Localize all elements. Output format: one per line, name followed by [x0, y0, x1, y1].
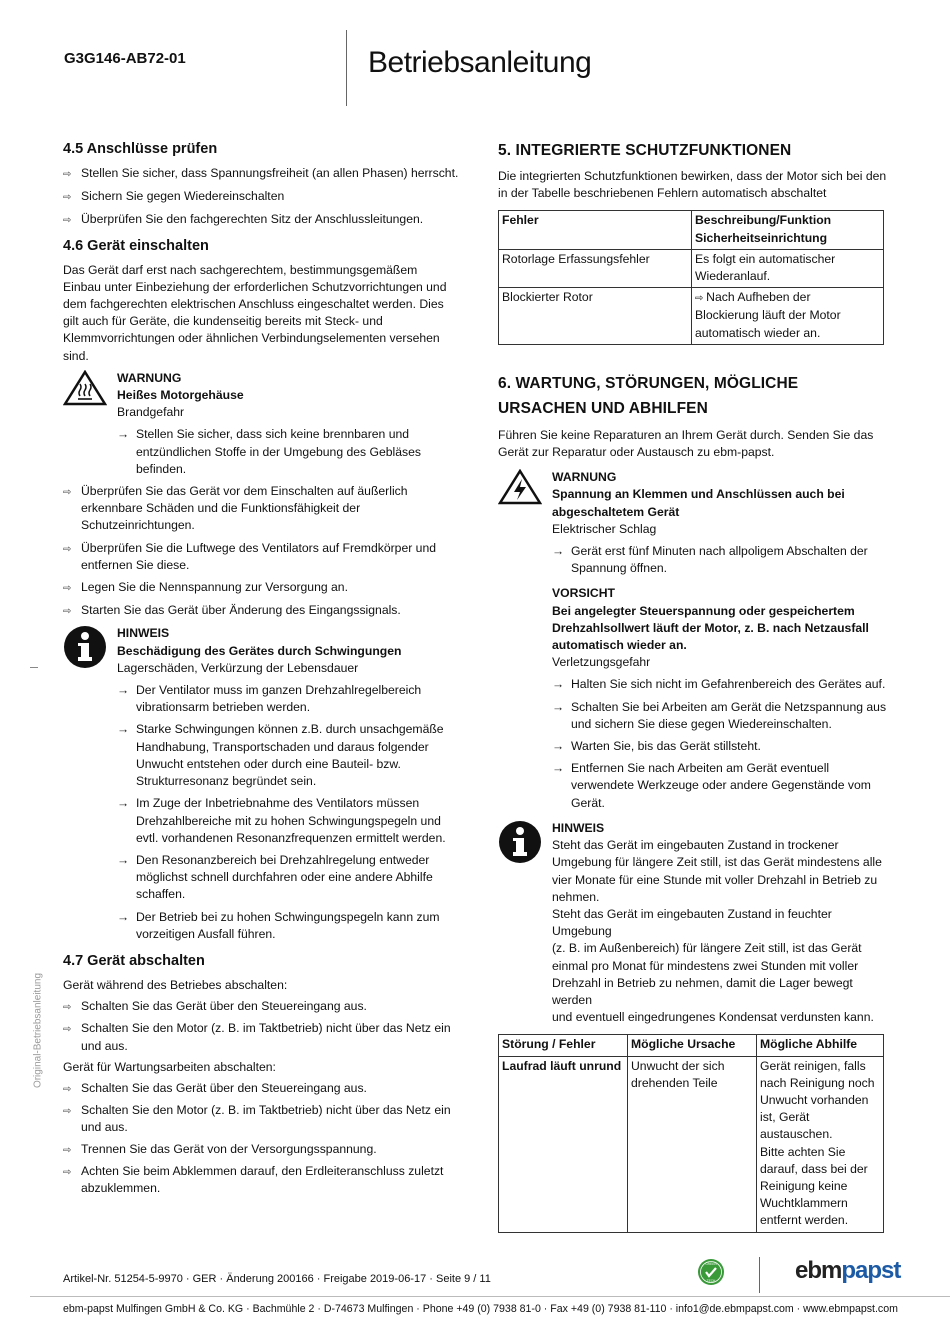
table-cell: Es folgt ein automatischer Wiederanlauf.	[692, 249, 884, 287]
list-item: ⇨ Stellen Sie sicher, dass Spannungsfreiheit (an allen Phasen) herrscht.	[63, 165, 468, 183]
warning-subtitle: Elektrischer Schlag	[552, 521, 657, 536]
hot-surface-warning-icon	[63, 370, 117, 478]
table-row	[499, 1035, 884, 1056]
list-item: ⇨ Achten Sie beim Abklemmen darauf, den Erdleiteranschluss zuletzt abzuklemmen.	[63, 1163, 468, 1197]
page-title: Betriebsanleitung	[368, 46, 592, 79]
info-icon	[498, 820, 552, 1026]
table-cell: ⇨ Nach Aufheben der Blockierung läuft der Motor automatisch wieder an.	[692, 288, 884, 345]
arrow-right-icon: →	[552, 699, 565, 714]
table-header-cell: Mögliche Abhilfe	[757, 1035, 884, 1056]
right-column	[498, 142, 888, 1233]
table-row	[499, 1056, 884, 1232]
table-header-cell: Beschreibung/Funktion Sicherheitseinrichtung	[692, 211, 884, 249]
caution-step: → Warten Sie, bis das Gerät stillsteht.	[552, 738, 888, 755]
arrow-bullet-icon: ⇨	[63, 215, 72, 227]
article-info: Artikel-Nr. 51254-5-9970 · GER · Änderung 200166 · Freigabe 2019-06-17 · Seite 9 / 11	[63, 1273, 491, 1285]
left-column	[63, 141, 468, 1197]
list-item: ⇨ Sichern Sie gegen Wiedereinschalten	[63, 188, 468, 206]
section-4-6-heading: 4.6 Gerät einschalten	[63, 237, 209, 254]
arrow-right-icon: →	[117, 909, 130, 924]
electric-shock-warning-icon	[498, 469, 552, 812]
arrow-bullet-icon: ⇨	[63, 1106, 72, 1118]
caution-step: → Schalten Sie bei Arbeiten am Gerät die Netzspannung aus und sichern Sie diese gegen Wiedereinschalten.	[552, 699, 888, 733]
table-row	[499, 249, 884, 287]
company-info: ebm-papst Mulfingen GmbH & Co. KG · Bachmühle 2 · D-74673 Mulfingen · Phone +49 (0) 7938 81-0 · Fax +49 (0) 7938 81-110 · info1@de.ebmpapst.com · www.ebmpapst.com	[63, 1303, 898, 1315]
info-icon	[63, 625, 117, 942]
notice-title: Beschädigung des Gerätes durch Schwingungen	[117, 643, 402, 658]
table-cell: Rotorlage Erfassungsfehler	[499, 249, 692, 287]
arrow-right-icon: →	[117, 722, 130, 737]
arrow-bullet-icon: ⇨	[63, 1083, 72, 1095]
notice-step: → Den Resonanzbereich bei Drehzahlregelung entweder möglichst schnell durchfahren oder eine andere Abhilfe schaffen.	[117, 852, 468, 904]
arrow-right-icon: →	[117, 683, 130, 698]
arrow-bullet-icon: ⇨	[63, 1002, 72, 1014]
section-6-paragraph: Führen Sie keine Reparaturen an Ihrem Gerät durch. Senden Sie das Gerät zur Reparatur oder Austausch zu ebm-papst.	[498, 427, 874, 460]
section-5-paragraph: Die integrierten Schutzfunktionen bewirken, dass der Motor sich bei den in der Tabelle beschriebenen Fehlern automatisch abschaltet	[498, 169, 887, 201]
notice-label: HINWEIS	[117, 626, 170, 641]
list-item: ⇨ Schalten Sie den Motor (z. B. im Taktbetrieb) nicht über das Netz ein und aus.	[63, 1102, 468, 1136]
arrow-right-icon: →	[117, 852, 130, 867]
arrow-right-icon: →	[552, 544, 565, 559]
warning-hot-surface	[63, 370, 468, 478]
arrow-right-icon: →	[117, 427, 130, 442]
notice-step: → Starke Schwingungen können z.B. durch unsachgemäße Handhabung, Transportschaden und daraus folgender Unwucht entstehen oder durch eine Bauteil- bzw. Strukturresonanz begründet sein.	[117, 721, 468, 790]
arrow-bullet-icon: ⇨	[63, 487, 72, 499]
troubleshooting-table	[498, 1034, 884, 1232]
arrow-bullet-icon: ⇨	[63, 1166, 72, 1178]
list-item: ⇨ Überprüfen Sie das Gerät vor dem Einschalten auf äußerlich erkennbare Schäden und die Funktionsfähigkeit der Schutzeinrichtungen.	[63, 483, 468, 535]
arrow-bullet-icon: ⇨	[695, 293, 707, 305]
table-cell: Laufrad läuft unrund	[499, 1056, 628, 1232]
arrow-bullet-icon: ⇨	[63, 1144, 72, 1156]
caution-step: → Entfernen Sie nach Arbeiten am Gerät eventuell verwendete Werkzeuge oder andere Gegenstände vom Gerät.	[552, 760, 888, 812]
section-4-5-heading: 4.5 Anschlüsse prüfen	[63, 141, 218, 157]
warning-step: → Gerät erst fünf Minuten nach allpoligem Abschalten der Spannung öffnen.	[552, 543, 888, 577]
table-header-cell: Fehler	[499, 211, 692, 249]
section-4-6-paragraph: Das Gerät darf erst nach sachgerechtem, bestimmungsgemäßem Einbau unter Einbeziehung der erforderlichen Schutzvorrichtungen und dem fachgerechten elektrischen Anschluss eingeschaltet werden. Dies gilt auch für Geräte, die kundenseitig bereits mit Steck- und Klemmvorrichtungen oder ähnlichen Verbindungselementen versehen sind.	[63, 262, 447, 363]
arrow-bullet-icon: ⇨	[63, 583, 72, 595]
notice-storage	[498, 820, 888, 1026]
caution-title: Bei angelegter Steuerspannung oder gespeichertem Drehzahlsollwert läuft der Motor, z. B. nach Netzausfall automatisch wieder an.	[552, 603, 869, 653]
list-item: ⇨ Starten Sie das Gerät über Änderung des Eingangssignals.	[63, 602, 468, 620]
svg-text:GREEN: GREEN	[705, 1262, 717, 1267]
arrow-bullet-icon: ⇨	[63, 1024, 72, 1036]
section-4-7-intro-1: Gerät während des Betriebes abschalten:	[63, 977, 288, 992]
footer-rule	[30, 1296, 950, 1297]
warning-subtitle: Brandgefahr	[117, 405, 185, 420]
caution-step: → Halten Sie sich nicht im Gefahrenbereich des Gerätes auf.	[552, 676, 888, 693]
warning-title: Spannung an Klemmen und Anschlüssen auch bei abgeschaltetem Gerät	[552, 487, 845, 519]
section-4-7-intro-2: Gerät für Wartungsarbeiten abschalten:	[63, 1059, 276, 1074]
list-item: ⇨ Trennen Sie das Gerät von der Versorgungsspannung.	[63, 1141, 468, 1159]
notice-step: → Der Betrieb bei zu hohen Schwingungspegeln kann zum vorzeitigen Ausfall führen.	[117, 909, 468, 943]
svg-text:TECH: TECH	[706, 1279, 716, 1283]
notice-label: HINWEIS	[552, 820, 605, 835]
side-label: Original-Betriebsanleitung	[32, 972, 44, 1089]
protection-table	[498, 210, 884, 344]
list-item: ⇨ Legen Sie die Nennspannung zur Versorgung an.	[63, 579, 468, 597]
notice-text: Steht das Gerät im eingebauten Zustand in trockener Umgebung für längere Zeit still, ist das Gerät mindestens alle vier Monate für eine Stunde mit voller Drehzahl in Betrieb zu nehmen. Steht das Gerät im eingebauten Zustand in feuchter Umgebung (z. B. im Außenbereich) für längere Zeit still, ist das Gerät einmal pro Monat für mindestens zwei Stunden mit voller Drehzahl in Betrieb zu nehmen, damit die Lager bewegt werden und eventuell eingedrungenes Kondensat verdunsten kann.	[552, 838, 882, 1025]
greentech-badge	[697, 1258, 725, 1286]
footer-divider	[759, 1257, 760, 1293]
warning-title: Heißes Motorgehäuse	[117, 388, 244, 403]
margin-tick	[30, 667, 38, 668]
section-4-6-list	[63, 483, 468, 620]
table-cell: Gerät reinigen, falls nach Reinigung noch Unwucht vorhanden ist, Gerät austauschen. Bitte achten Sie darauf, dass bei der Reinigung keine Wuchtklammern entfernt werden.	[757, 1056, 884, 1232]
table-header-cell: Mögliche Ursache	[628, 1035, 757, 1056]
warning-voltage	[498, 469, 888, 812]
arrow-bullet-icon: ⇨	[63, 169, 72, 180]
section-4-7-heading: 4.7 Gerät abschalten	[63, 952, 205, 969]
notice-step: → Der Ventilator muss im ganzen Drehzahlregelbereich vibrationsarm betrieben werden.	[117, 682, 468, 716]
notice-subtitle: Lagerschäden, Verkürzung der Lebensdauer	[117, 660, 359, 675]
table-cell: Blockierter Rotor	[499, 288, 692, 345]
warning-step: → Stellen Sie sicher, dass sich keine brennbaren und entzündlichen Stoffe in der Umgebung des Gebläses befinden.	[117, 426, 468, 478]
section-6-heading: 6. WARTUNG, STÖRUNGEN, MÖGLICHE URSACHEN UND ABHILFEN	[498, 374, 799, 417]
warning-label: WARNUNG	[117, 370, 182, 385]
list-item: ⇨ Schalten Sie das Gerät über den Steuereingang aus.	[63, 998, 468, 1016]
arrow-bullet-icon: ⇨	[63, 606, 72, 618]
section-4-5-list	[63, 165, 468, 230]
notice-vibrations	[63, 625, 468, 942]
header-divider	[346, 30, 347, 106]
table-cell: Unwucht der sich drehenden Teile	[628, 1056, 757, 1232]
arrow-right-icon: →	[552, 761, 565, 776]
arrow-right-icon: →	[552, 739, 565, 754]
warning-label: WARNUNG	[552, 470, 617, 485]
caution-subtitle: Verletzungsgefahr	[552, 655, 651, 670]
caution-label: VORSICHT	[552, 586, 615, 601]
table-row	[499, 288, 884, 345]
list-item: ⇨ Schalten Sie den Motor (z. B. im Taktbetrieb) nicht über das Netz ein und aus.	[63, 1020, 468, 1054]
arrow-bullet-icon: ⇨	[63, 543, 72, 555]
model-number: G3G146-AB72-01	[64, 50, 186, 67]
table-header-cell: Störung / Fehler	[499, 1035, 628, 1056]
arrow-bullet-icon: ⇨	[63, 192, 72, 204]
arrow-right-icon: →	[117, 796, 130, 811]
notice-step: → Im Zuge der Inbetriebnahme des Ventilators müssen Drehzahlbereiche mit zu hohen Schwingungspegeln und evtl. vorhandenen Resonanzfrequenzen ermittelt werden.	[117, 795, 468, 847]
table-row	[499, 211, 884, 249]
ebmpapst-logo: ebmpapst	[795, 1257, 901, 1284]
list-item: ⇨ Schalten Sie das Gerät über den Steuereingang aus.	[63, 1080, 468, 1098]
section-5-heading: 5. INTEGRIERTE SCHUTZFUNKTIONEN	[498, 142, 792, 159]
arrow-right-icon: →	[552, 677, 565, 692]
list-item: ⇨ Überprüfen Sie die Luftwege des Ventilators auf Fremdkörper und entfernen Sie diese.	[63, 540, 468, 574]
list-item: ⇨ Überprüfen Sie den fachgerechten Sitz der Anschlussleitungen.	[63, 211, 468, 229]
